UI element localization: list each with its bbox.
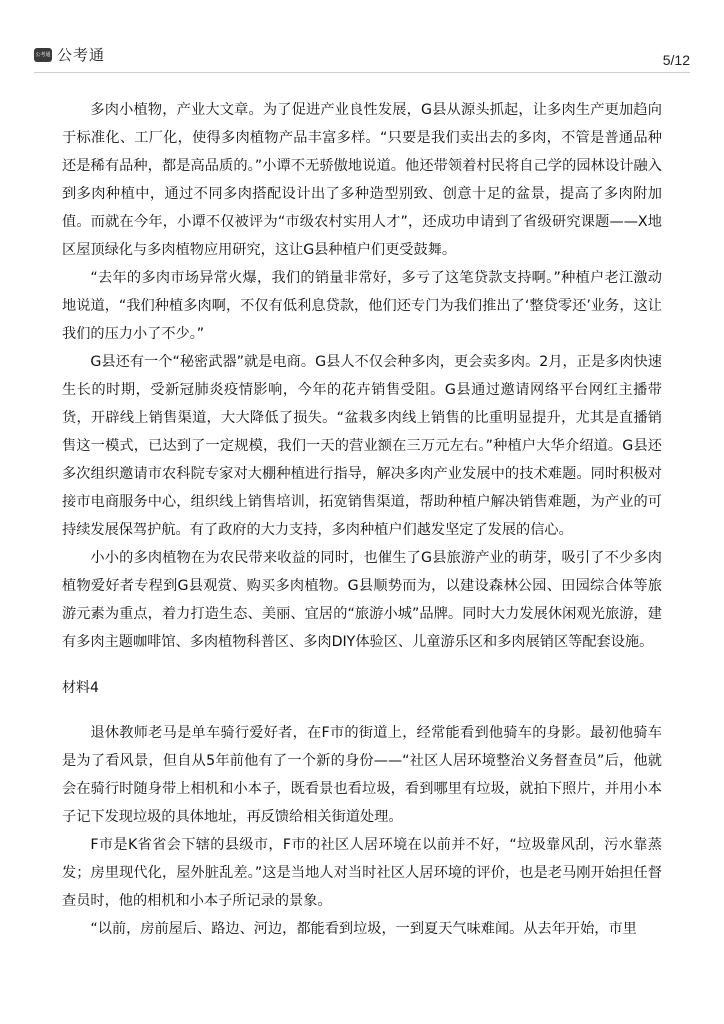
- paragraph: 退休教师老马是单车骑行爱好者，在F市的街道上，经常能看到他骑车的身影。最初他骑车是为了看风景，但自从5年前他有了一个新的身份——“社区人居环境整治义务督查员”后，他就会在骑行时随身带上相机和小本子，既看景也看垃圾，看到哪里有垃圾，就拍下照片，并用小本子记下发现垃圾的具体地址，再反馈给相关街道处理。: [62, 725, 662, 825]
- logo-badge-icon: 公考通: [34, 48, 52, 62]
- page-number: 5/12: [662, 52, 690, 68]
- section-title: 材料4: [62, 680, 99, 696]
- logo-text: 公考通: [57, 46, 106, 64]
- paragraph: F市是K省省会下辖的县级市，F市的社区人居环境在以前并不好，“垃圾靠风刮，污水靠蒸发；房里现代化，屋外脏乱差。”这是当地人对当时社区人居环境的评价，也是老马刚开始担任督查员时，他的相机和小本子所记录的景象。: [62, 837, 662, 909]
- paragraph: “去年的多肉市场异常火爆，我们的销量非常好，多亏了这笔贷款支持啊。”种植户老江激动地说道，“我们种植多肉啊，不仅有低利息贷款，他们还专门为我们推出了‘整贷零还’业务，这让我们的压力小了不少。”: [62, 270, 662, 342]
- document-body: [62, 96, 662, 943]
- header-divider: [34, 72, 690, 73]
- paragraph: 多肉小植物，产业大文章。为了促进产业良性发展，G县从源头抓起，让多肉生产更加趋向于标准化、工厂化，使得多肉植物产品丰富多样。“只要是我们卖出去的多肉，不管是普通品种还是稀有品种，都是高品质的。”小谭不无骄傲地说道。他还带领着村民将自己学的园林设计融入到多肉种植中，通过不同多肉搭配设计出了多种造型别致、创意十足的盆景，提高了多肉附加值。而就在今年，小谭不仅被评为“市级农村实用人才”，还成功申请到了省级研究课题——X地区屋顶绿化与多肉植物应用研究，这让G县种植户们更受鼓舞。: [62, 102, 662, 258]
- paragraph: 小小的多肉植物在为农民带来收益的同时，也催生了G县旅游产业的萌芽，吸引了不少多肉植物爱好者专程到G县观赏、购买多肉植物。G县顺势而为，以建设森林公园、田园综合体等旅游元素为重点，着力打造生态、美丽、宜居的“旅游小城”品牌。同时大力发展休闲观光旅游，建有多肉主题咖啡馆、多肉植物科普区、多肉DIY体验区、儿童游乐区和多肉展销区等配套设施。: [62, 550, 662, 650]
- paragraph: “以前，房前屋后、路边、河边，都能看到垃圾，一到夏天气味难闻。从去年开始，市里: [90, 921, 637, 937]
- page-header: [34, 44, 690, 74]
- brand-logo: [34, 44, 105, 65]
- paragraph: G县还有一个“秘密武器”就是电商。G县人不仅会种多肉，更会卖多肉。2月，正是多肉快速生长的时期，受新冠肺炎疫情影响，今年的花卉销售受阻。G县通过邀请网络平台网红主播带货，开辟线上销售渠道，大大降低了损失。“盆栽多肉线上销售的比重明显提升，尤其是直播销售这一模式，已达到了一定规模，我们一天的营业额在三万元左右。”种植户大华介绍道。G县还多次组织邀请市农科院专家对大棚种植进行指导，解决多肉产业发展中的技术难题。同时积极对接市电商服务中心，组织线上销售培训，拓宽销售渠道，帮助种植户解决销售难题，为产业的可持续发展保驾护航。有了政府的大力支持，多肉种植户们越发坚定了发展的信心。: [62, 354, 662, 538]
